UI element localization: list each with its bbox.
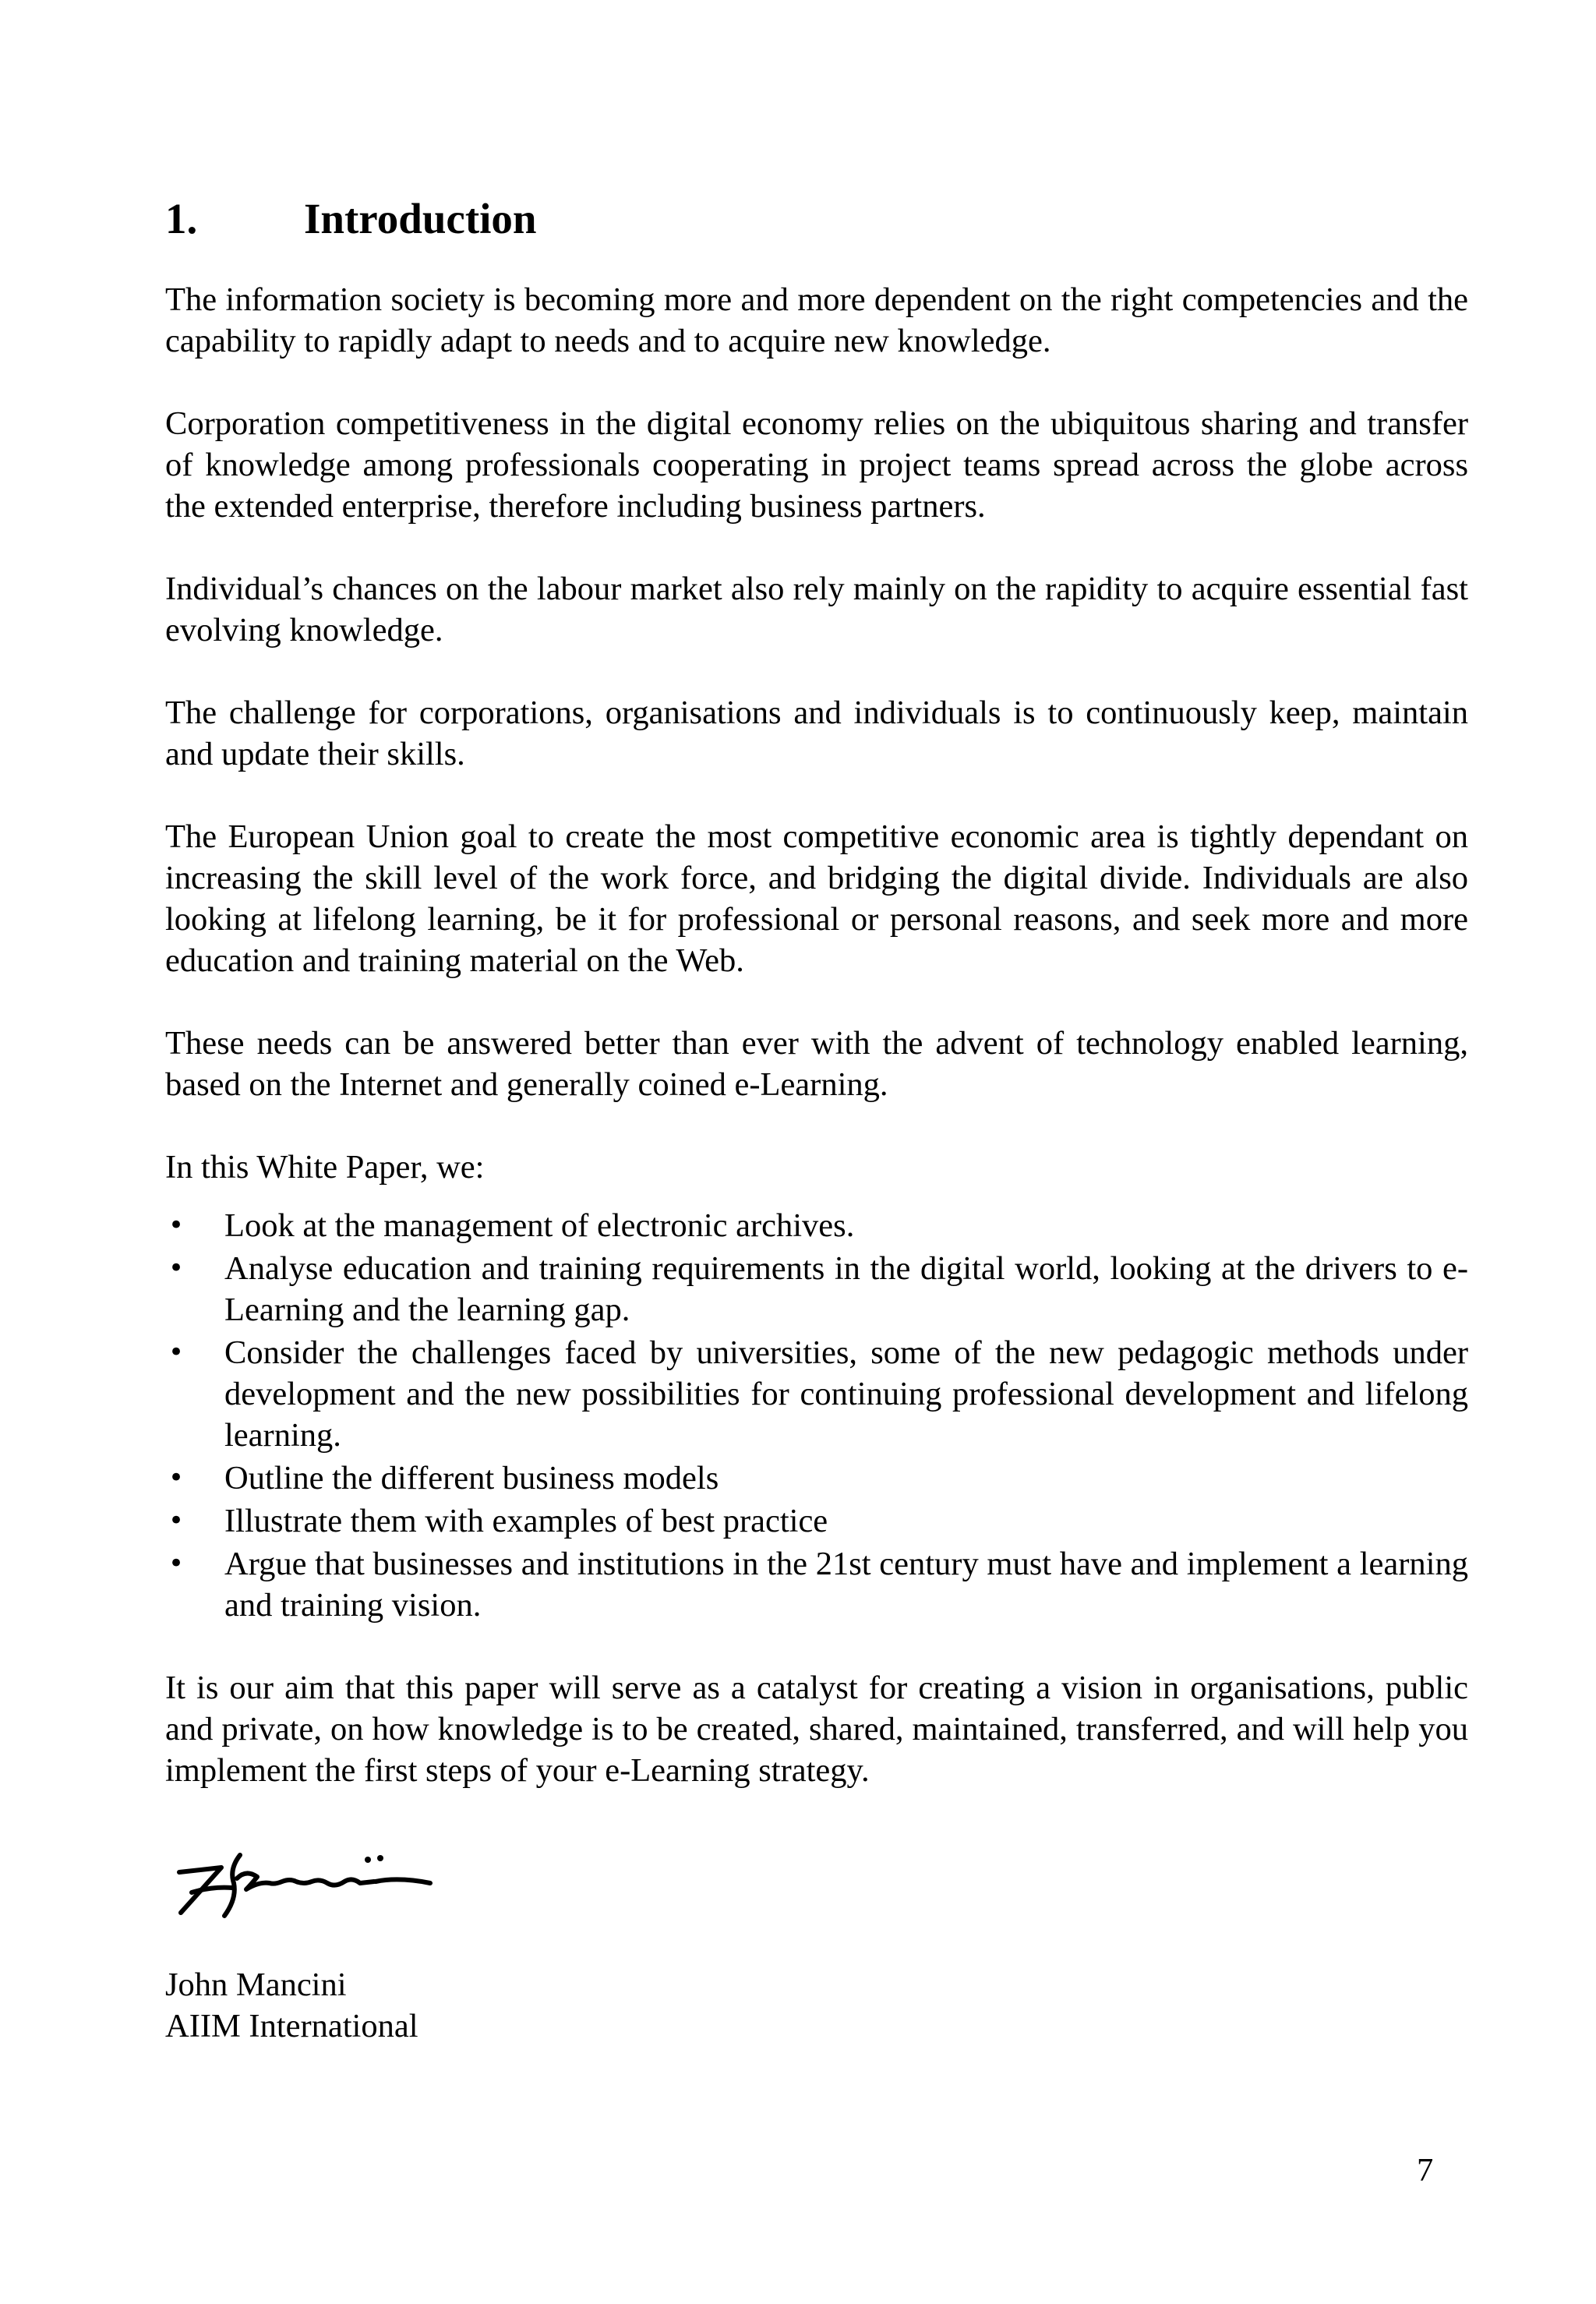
section-heading (165, 192, 537, 246)
author-name: John Mancini (165, 1967, 347, 2003)
list-item (165, 1543, 1468, 1626)
list-intro: In this White Paper, we: (165, 1149, 485, 1186)
list-item (165, 1248, 1468, 1330)
list-item-text: Analyse education and training requirements in the digital world, looking at the drivers to e-Learning and the learning gap. (224, 1250, 1468, 1328)
closing-paragraph: It is our aim that this paper will serve as a catalyst for creating a vision in organisations, public and private, on how knowledge is to be created, shared, maintained, transferred, and will help you implement the first steps of your e-Learning strategy. (165, 1670, 1468, 1789)
list-item-text: Illustrate them with examples of best practice (224, 1503, 828, 1539)
list-item (165, 1458, 1468, 1499)
bullet-icon: • (168, 1462, 185, 1493)
list-item (165, 1500, 1468, 1542)
author-block (165, 1964, 418, 2047)
bullet-list (165, 1205, 1468, 1626)
list-item (165, 1332, 1468, 1456)
bullet-icon: • (168, 1210, 185, 1241)
page-number: 7 (1417, 2152, 1434, 2189)
bullet-icon: • (168, 1253, 185, 1284)
paragraph: The challenge for corporations, organisations and individuals is to continuously keep, maintain and update their skills. (165, 694, 1468, 772)
paragraph: Individual’s chances on the labour market also rely mainly on the rapidity to acquire essential fast evolving knowledge. (165, 571, 1468, 648)
paragraph: These needs can be answered better than ever with the advent of technology enabled learning, based on the Internet and generally coined e-Learning. (165, 1025, 1468, 1103)
bullet-icon: • (168, 1337, 185, 1368)
paragraph: The European Union goal to create the most competitive economic area is tightly dependant on increasing the skill level of the work force, and bridging the digital divide. Individuals are also looking at lifelong learning, be it for professional or personal reasons, and seek more and more education and training material on the Web. (165, 818, 1468, 979)
section-number: 1. (165, 195, 198, 242)
signature-icon (165, 1838, 446, 1924)
body-text (165, 279, 1468, 1832)
list-item-text: Consider the challenges faced by universities, some of the new pedagogic methods under development and the new possibilities for continuing professional development and lifelong learning. (224, 1334, 1468, 1454)
bullet-icon: • (168, 1548, 185, 1579)
author-organization: AIIM International (165, 2008, 418, 2044)
paragraph: Corporation competitiveness in the digital economy relies on the ubiquitous sharing and transfer of knowledge among professionals cooperating in project teams spread across the globe across the extended enterprise, therefore including business partners. (165, 405, 1468, 525)
list-item (165, 1205, 1468, 1246)
paragraph: The information society is becoming more and more dependent on the right competencies and the capability to rapidly adapt to needs and to acquire new knowledge. (165, 281, 1468, 359)
list-item-text: Look at the management of electronic archives. (224, 1207, 855, 1244)
list-item-text: Argue that businesses and institutions in the 21st century must have and implement a learning and training vision. (224, 1546, 1468, 1624)
section-title: Introduction (304, 195, 537, 242)
bullet-icon: • (168, 1505, 185, 1536)
list-item-text: Outline the different business models (224, 1460, 719, 1497)
